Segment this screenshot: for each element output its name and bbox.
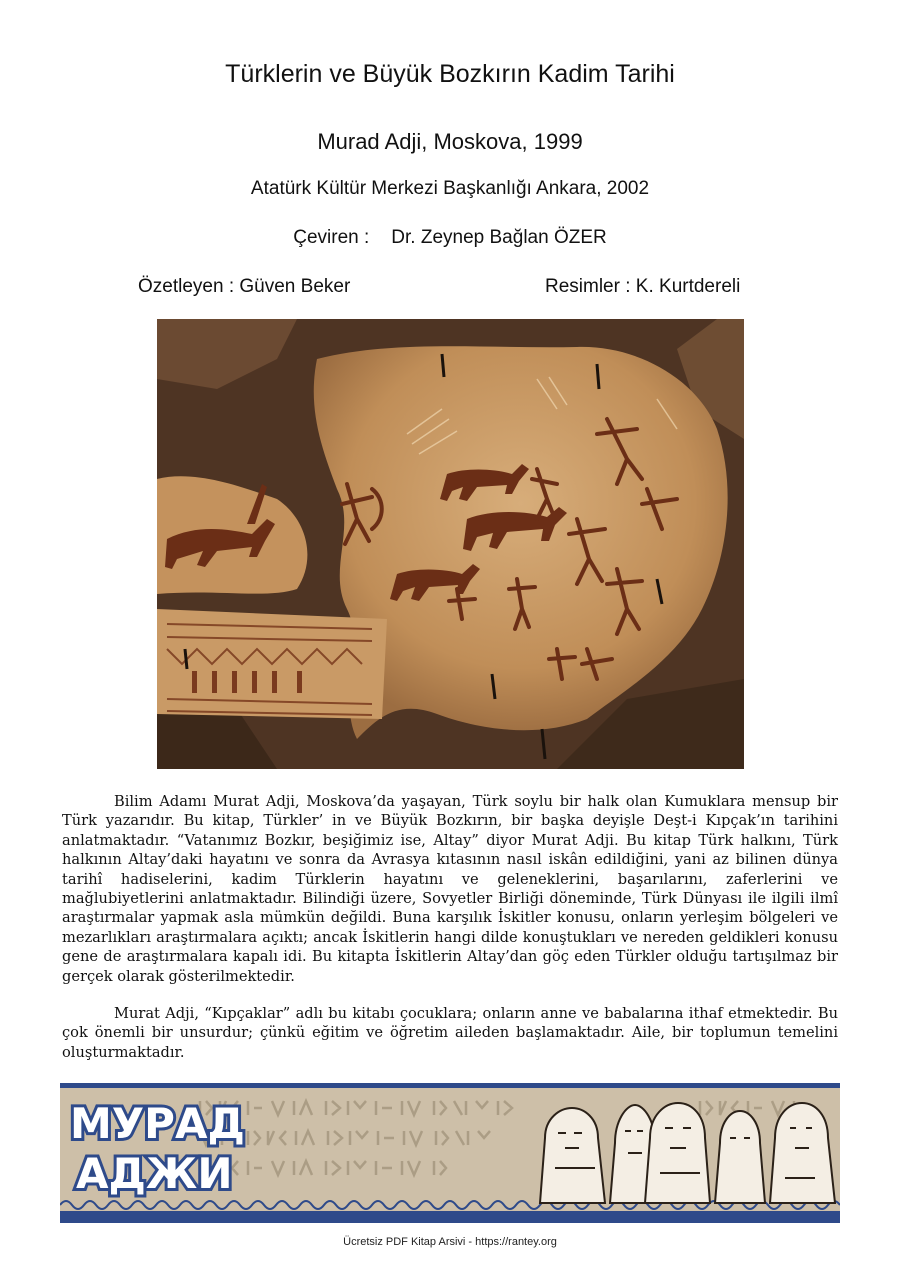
translator-line: [0, 227, 900, 249]
intro-paragraph: Bilim Adamı Murat Adji, Moskova’da yaşayan, Türk soylu bir halk olan Kumuklara mensup bir Türk yazarıdır. Bu kitap, Türkler’ in ve Büyük Bozkırın, bir başka deyişle Deşt-i Kıpçak’ın tarihini anlatmaktadır. “Vatanımız Bozkır, beşiğimiz ise, Altay” diyor Murat Adji. Bu kitap Türk halkını, Türk halkının Altay’daki hayatını ve sonra da Avrasya kıtasının nasıl iskân edildiğini, yani az bilinen dünya tarihî hadiselerini, kadim Türklerin hayatını ve geleneklerini, başarılarını, zaferlerini ve mağlubiyetlerini anlatmaktadır. Bilindiği üzere, Sovyetler Birliği döneminde, Türk Dünyası ile ilgili ilmî araştırmalar yapmak asla mümkün değildi. Buna karşılık İskitler konusu, onların yerleşim bölgeleri ve mezarlıkları araştırmalara açıktı; ancak İskitlerin hangi dilde konuştukları ve nereden geldikleri konusu gene de araştırmalara kapalı idi. Bu kitapta İskitlerin Altay’dan göç eden Türkler olduğu tartışılmaz bir gerçek olarak gösterilmektedir.: [62, 793, 838, 985]
dedication-paragraph: Murat Adji, “Kıpçaklar” adlı bu kitabı çocuklara; onların anne ve babalarına ithaf etmektedir. Bu çok önemli bir unsurdur; çünkü eğitim ve öğretim aileden başlamaktadır. Aile, bir toplumun temelini oluşturmaktadır.: [62, 1005, 838, 1061]
publisher-line: Atatürk Kültür Merkezi Başkanlığı Ankara, 2002: [250, 178, 650, 199]
banner-illustration: [60, 1083, 840, 1223]
translator-name: Dr. Zeynep Bağlan ÖZER: [391, 227, 607, 248]
page-title: Türklerin ve Büyük Bozkırın Kadim Tarihi: [225, 60, 675, 88]
summarizer-credit: Özetleyen : Güven Beker: [138, 276, 351, 297]
translator-label: Çeviren :: [293, 227, 370, 248]
illustrator-credit: Resimler : K. Kurtdereli: [545, 276, 741, 297]
murad-adji-banner: [60, 1083, 840, 1223]
footer-text: Ücretsiz PDF Kitap Arsivi - https://rantey.org: [343, 1236, 557, 1248]
logo-line-2: АДЖИ: [76, 1149, 233, 1198]
cave-painting-illustration: [157, 319, 744, 769]
murad-adji-logo: [70, 1099, 245, 1198]
cave-painting-image: [157, 319, 744, 769]
logo-line-1: МУРАД: [70, 1099, 245, 1148]
author-line: Murad Adji, Moskova, 1999: [317, 129, 583, 154]
